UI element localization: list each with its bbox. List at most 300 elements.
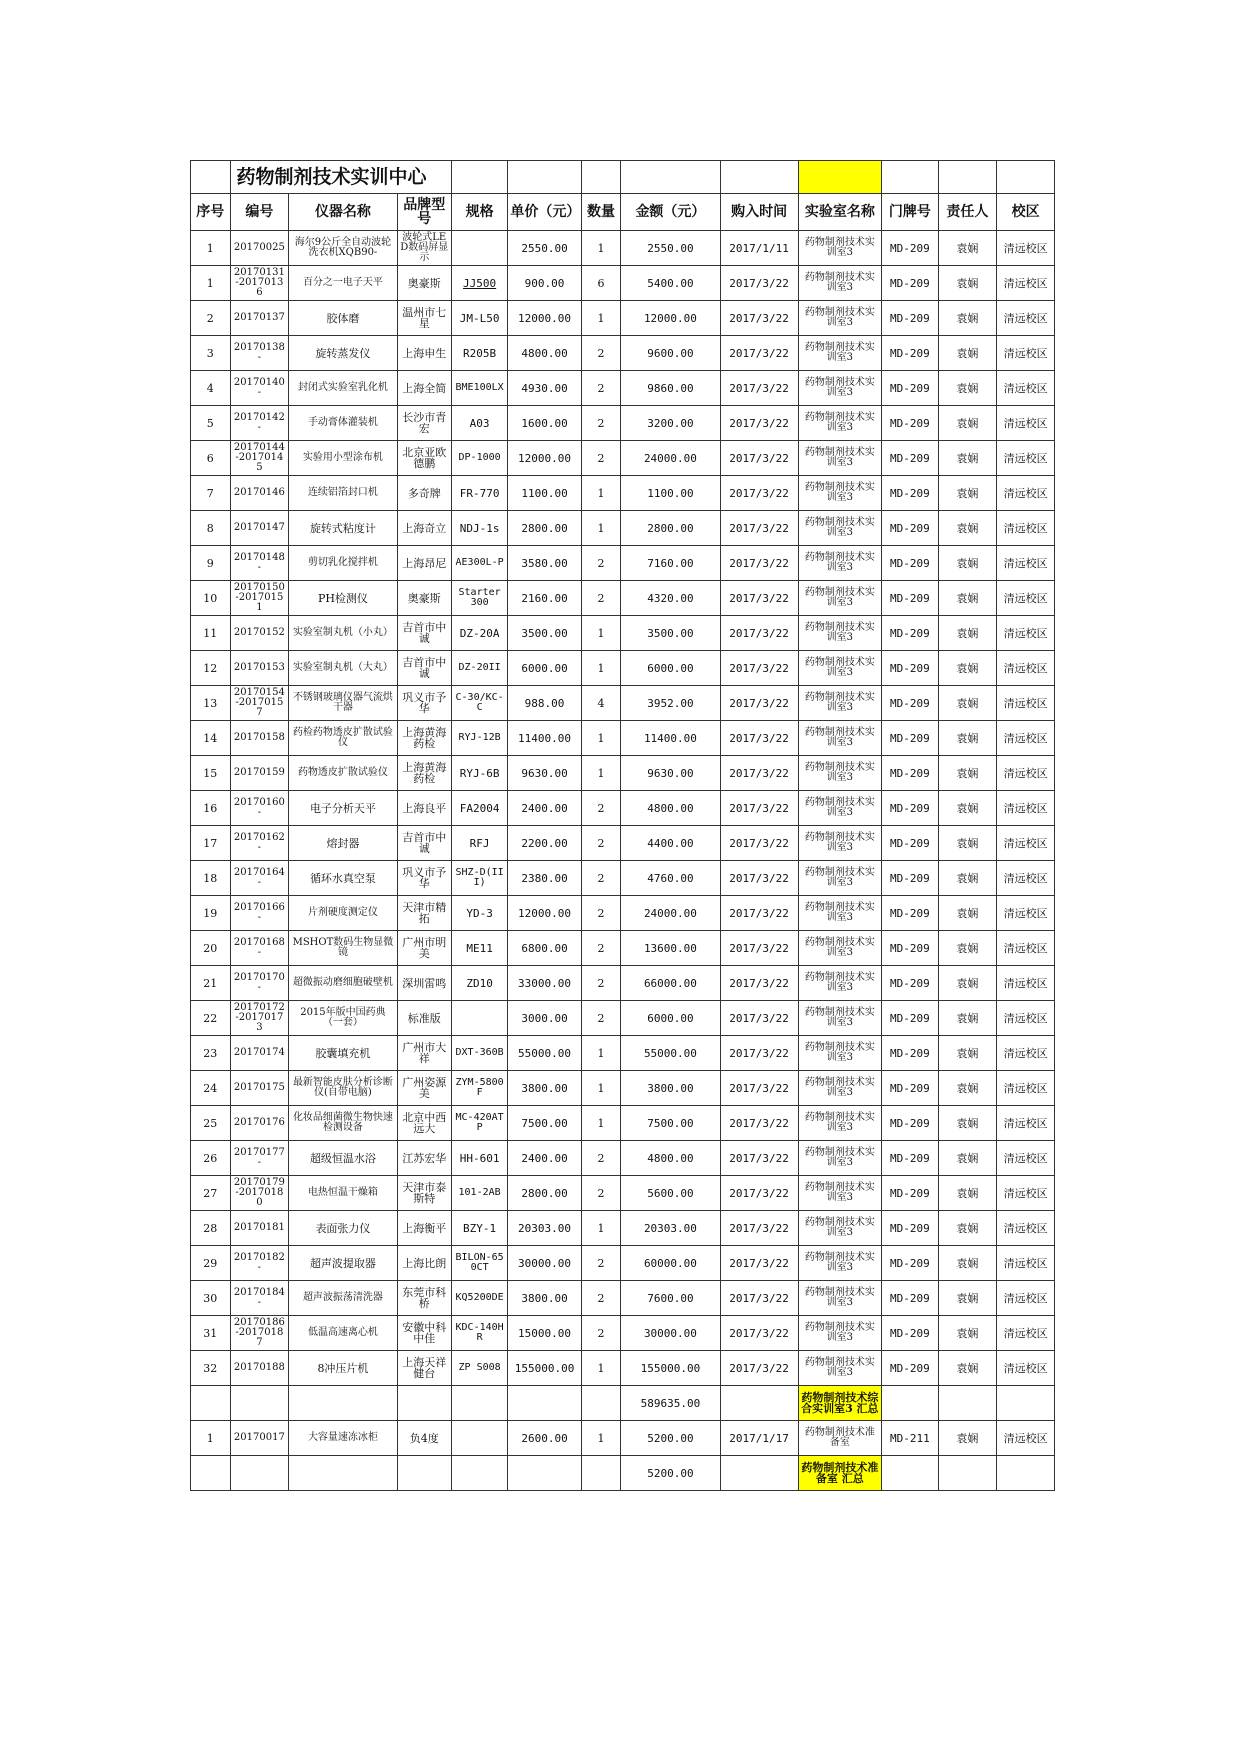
cell-spec: JM-L50 — [451, 301, 507, 336]
cell-brand: 天津市泰斯特 — [397, 1176, 451, 1211]
empty-cell — [882, 1456, 938, 1491]
cell-spec: DP-1000 — [451, 441, 507, 476]
cell-name: 实验室制丸机（大丸） — [289, 651, 397, 686]
header-amount: 金额（元） — [621, 194, 720, 231]
cell-code: 20170184- — [230, 1281, 289, 1316]
cell-owner: 袁娴 — [938, 511, 997, 546]
cell-qty: 1 — [581, 616, 621, 651]
cell-brand: 广州姿源美 — [397, 1071, 451, 1106]
cell-unit-price: 6000.00 — [508, 651, 581, 686]
cell-unit-price: 2600.00 — [508, 1421, 581, 1456]
header-code: 编号 — [230, 194, 289, 231]
cell-date: 2017/3/22 — [720, 1176, 798, 1211]
cell-spec: BILON-650CT — [451, 1246, 507, 1281]
cell-campus: 清远校区 — [997, 1246, 1055, 1281]
cell-date: 2017/3/22 — [720, 1036, 798, 1071]
cell-code: 20170182- — [230, 1246, 289, 1281]
table-row — [191, 476, 1055, 511]
cell-spec: MC-420ATP — [451, 1106, 507, 1141]
cell-lab: 药物制剂技术实训室3 — [798, 1141, 882, 1176]
cell-amount: 9630.00 — [621, 756, 720, 791]
cell-index: 21 — [191, 966, 231, 1001]
empty-cell — [451, 1456, 507, 1491]
cell-index: 22 — [191, 1001, 231, 1036]
table-row — [191, 546, 1055, 581]
cell-spec: FR-770 — [451, 476, 507, 511]
cell-owner: 袁娴 — [938, 756, 997, 791]
table-row — [191, 1071, 1055, 1106]
cell-owner: 袁娴 — [938, 546, 997, 581]
table-row — [191, 1176, 1055, 1211]
cell-name: 药检药物透皮扩散试验仪 — [289, 721, 397, 756]
cell-date: 2017/3/22 — [720, 266, 798, 301]
cell-owner: 袁娴 — [938, 791, 997, 826]
cell-qty: 1 — [581, 721, 621, 756]
cell-code: 20170174 — [230, 1036, 289, 1071]
cell-owner: 袁娴 — [938, 441, 997, 476]
cell-index: 7 — [191, 476, 231, 511]
cell-name: 熔封器 — [289, 826, 397, 861]
cell-spec — [451, 231, 507, 266]
cell-room: MD-209 — [882, 476, 938, 511]
cell-campus: 清远校区 — [997, 1316, 1055, 1351]
header-room: 门牌号 — [882, 194, 938, 231]
subtotal-row — [191, 1386, 1055, 1421]
cell-campus: 清远校区 — [997, 1071, 1055, 1106]
cell-room: MD-209 — [882, 1141, 938, 1176]
cell-unit-price: 2800.00 — [508, 511, 581, 546]
cell-brand: 广州市大祥 — [397, 1036, 451, 1071]
cell-spec: KQ5200DE — [451, 1281, 507, 1316]
cell-code: 20170147 — [230, 511, 289, 546]
table-row — [191, 651, 1055, 686]
cell-qty: 2 — [581, 1001, 621, 1036]
cell-unit-price: 2550.00 — [508, 231, 581, 266]
cell-campus: 清远校区 — [997, 1421, 1055, 1456]
cell-campus: 清远校区 — [997, 1036, 1055, 1071]
cell-lab: 药物制剂技术实训室3 — [798, 1211, 882, 1246]
cell-lab: 药物制剂技术实训室3 — [798, 1001, 882, 1036]
cell-code: 20170025 — [230, 231, 289, 266]
subtotal-amount: 5200.00 — [621, 1456, 720, 1491]
cell-owner: 袁娴 — [938, 1246, 997, 1281]
cell-amount: 5400.00 — [621, 266, 720, 301]
cell-code: 20170148- — [230, 546, 289, 581]
cell-code: 20170177- — [230, 1141, 289, 1176]
cell-lab: 药物制剂技术实训室3 — [798, 651, 882, 686]
cell-code: 20170172-20170173 — [230, 1001, 289, 1036]
cell-brand: 东莞市科桥 — [397, 1281, 451, 1316]
cell-index: 23 — [191, 1036, 231, 1071]
cell-index: 1 — [191, 231, 231, 266]
cell-owner: 袁娴 — [938, 1106, 997, 1141]
cell-qty: 2 — [581, 931, 621, 966]
cell-unit-price: 2800.00 — [508, 1176, 581, 1211]
cell-lab: 药物制剂技术实训室3 — [798, 476, 882, 511]
cell-campus: 清远校区 — [997, 511, 1055, 546]
cell-spec: SHZ-D(III) — [451, 861, 507, 896]
header-spec: 规格 — [451, 194, 507, 231]
cell-lab: 药物制剂技术实训室3 — [798, 406, 882, 441]
cell-campus: 清远校区 — [997, 371, 1055, 406]
cell-index: 25 — [191, 1106, 231, 1141]
cell-name: 药物透皮扩散试验仪 — [289, 756, 397, 791]
cell-name: 8冲压片机 — [289, 1351, 397, 1386]
cell-qty: 2 — [581, 966, 621, 1001]
cell-owner: 袁娴 — [938, 336, 997, 371]
cell-date: 2017/3/22 — [720, 1071, 798, 1106]
cell-qty: 2 — [581, 546, 621, 581]
table-row — [191, 1281, 1055, 1316]
cell-qty: 2 — [581, 441, 621, 476]
cell-owner: 袁娴 — [938, 266, 997, 301]
cell-date: 2017/3/22 — [720, 1246, 798, 1281]
cell-unit-price: 20303.00 — [508, 1211, 581, 1246]
cell-name: 超微振动磨细胞破壁机 — [289, 966, 397, 1001]
cell-campus: 清远校区 — [997, 721, 1055, 756]
cell-room: MD-209 — [882, 1211, 938, 1246]
cell-code: 20170164- — [230, 861, 289, 896]
cell-brand: 上海比朗 — [397, 1246, 451, 1281]
header-campus: 校区 — [997, 194, 1055, 231]
cell-lab: 药物制剂技术实训室3 — [798, 336, 882, 371]
cell-owner: 袁娴 — [938, 686, 997, 721]
table-row — [191, 1141, 1055, 1176]
cell-qty: 2 — [581, 1246, 621, 1281]
cell-owner: 袁娴 — [938, 1071, 997, 1106]
cell-spec: RFJ — [451, 826, 507, 861]
cell-date: 2017/3/22 — [720, 966, 798, 1001]
table-row — [191, 1036, 1055, 1071]
empty-cell — [581, 1386, 621, 1421]
cell-amount: 155000.00 — [621, 1351, 720, 1386]
cell-code: 20170186-20170187 — [230, 1316, 289, 1351]
cell-date: 2017/3/22 — [720, 1316, 798, 1351]
cell-lab: 药物制剂技术实训室3 — [798, 791, 882, 826]
table-row — [191, 301, 1055, 336]
header-brand: 品牌型号 — [397, 194, 451, 231]
cell-lab: 药物制剂技术实训室3 — [798, 301, 882, 336]
cell-name: MSHOT数码生物显微镜 — [289, 931, 397, 966]
cell-index: 26 — [191, 1141, 231, 1176]
equipment-table — [190, 160, 1055, 1491]
cell-amount: 13600.00 — [621, 931, 720, 966]
cell-owner: 袁娴 — [938, 1141, 997, 1176]
cell-spec: Starter 300 — [451, 581, 507, 616]
cell-room: MD-209 — [882, 1106, 938, 1141]
cell-spec: BZY-1 — [451, 1211, 507, 1246]
header-unit-price: 单价（元） — [508, 194, 581, 231]
cell-campus: 清远校区 — [997, 301, 1055, 336]
cell-unit-price: 33000.00 — [508, 966, 581, 1001]
cell-owner: 袁娴 — [938, 896, 997, 931]
cell-name: 连续铝箔封口机 — [289, 476, 397, 511]
subtotal-amount: 589635.00 — [621, 1386, 720, 1421]
cell-spec: AE300L-P — [451, 546, 507, 581]
cell-index: 18 — [191, 861, 231, 896]
cell-amount: 20303.00 — [621, 1211, 720, 1246]
cell-room: MD-209 — [882, 581, 938, 616]
cell-index: 6 — [191, 441, 231, 476]
cell-spec — [451, 1001, 507, 1036]
table-row — [191, 896, 1055, 931]
cell-owner: 袁娴 — [938, 1281, 997, 1316]
empty-cell — [397, 1386, 451, 1421]
cell-amount: 24000.00 — [621, 896, 720, 931]
cell-name: 最新智能皮肤分析诊断仪(自带电脑) — [289, 1071, 397, 1106]
cell-spec: DZ-20A — [451, 616, 507, 651]
cell-lab: 药物制剂技术实训室3 — [798, 686, 882, 721]
cell-unit-price: 9630.00 — [508, 756, 581, 791]
cell-lab: 药物制剂技术实训室3 — [798, 581, 882, 616]
subtotal-label: 药物制剂技术准备室 汇总 — [798, 1456, 882, 1491]
cell-code: 20170150-20170151 — [230, 581, 289, 616]
cell-index: 30 — [191, 1281, 231, 1316]
cell-amount: 3200.00 — [621, 406, 720, 441]
cell-lab: 药物制剂技术实训室3 — [798, 1246, 882, 1281]
cell-room: MD-209 — [882, 721, 938, 756]
cell-campus: 清远校区 — [997, 1001, 1055, 1036]
cell-unit-price: 3800.00 — [508, 1281, 581, 1316]
cell-index: 4 — [191, 371, 231, 406]
cell-spec: BME100LX — [451, 371, 507, 406]
cell-brand: 巩义市予华 — [397, 686, 451, 721]
cell-unit-price: 7500.00 — [508, 1106, 581, 1141]
cell-owner: 袁娴 — [938, 581, 997, 616]
cell-lab: 药物制剂技术实训室3 — [798, 1071, 882, 1106]
cell-room: MD-209 — [882, 931, 938, 966]
cell-campus: 清远校区 — [997, 1211, 1055, 1246]
cell-unit-price: 4800.00 — [508, 336, 581, 371]
cell-amount: 66000.00 — [621, 966, 720, 1001]
cell-amount: 2550.00 — [621, 231, 720, 266]
cell-room: MD-209 — [882, 896, 938, 931]
cell-unit-price: 4930.00 — [508, 371, 581, 406]
cell-qty: 2 — [581, 1141, 621, 1176]
cell-qty: 2 — [581, 1316, 621, 1351]
cell-index: 20 — [191, 931, 231, 966]
cell-date: 2017/3/22 — [720, 1141, 798, 1176]
cell-date: 2017/3/22 — [720, 546, 798, 581]
cell-date: 2017/3/22 — [720, 826, 798, 861]
cell-campus: 清远校区 — [997, 1351, 1055, 1386]
cell-campus: 清远校区 — [997, 1106, 1055, 1141]
cell-qty: 1 — [581, 476, 621, 511]
header-owner: 责任人 — [938, 194, 997, 231]
cell-room: MD-209 — [882, 1176, 938, 1211]
cell-lab: 药物制剂技术实训室3 — [798, 896, 882, 931]
cell-date: 2017/3/22 — [720, 371, 798, 406]
cell-brand: 上海良平 — [397, 791, 451, 826]
cell-brand: 上海昂尼 — [397, 546, 451, 581]
cell-spec: C-30/KC-C — [451, 686, 507, 721]
header-index: 序号 — [191, 194, 231, 231]
cell-room: MD-211 — [882, 1421, 938, 1456]
cell-brand: 上海黄海药检 — [397, 721, 451, 756]
cell-room: MD-209 — [882, 1036, 938, 1071]
cell-index: 12 — [191, 651, 231, 686]
cell-owner: 袁娴 — [938, 1001, 997, 1036]
cell-amount: 7500.00 — [621, 1106, 720, 1141]
cell-index: 31 — [191, 1316, 231, 1351]
table-row — [191, 826, 1055, 861]
cell-unit-price: 12000.00 — [508, 441, 581, 476]
cell-room: MD-209 — [882, 371, 938, 406]
cell-date: 2017/3/22 — [720, 861, 798, 896]
cell-code: 20170131-20170136 — [230, 266, 289, 301]
cell-index: 9 — [191, 546, 231, 581]
empty-cell — [230, 1456, 289, 1491]
cell-index: 2 — [191, 301, 231, 336]
cell-campus: 清远校区 — [997, 476, 1055, 511]
cell-owner: 袁娴 — [938, 231, 997, 266]
cell-date: 2017/3/22 — [720, 721, 798, 756]
empty-cell — [289, 1456, 397, 1491]
cell-date: 2017/1/17 — [720, 1421, 798, 1456]
cell-index: 28 — [191, 1211, 231, 1246]
table-row — [191, 1001, 1055, 1036]
cell-unit-price: 3800.00 — [508, 1071, 581, 1106]
header-row — [191, 194, 1055, 231]
cell-owner: 袁娴 — [938, 1036, 997, 1071]
cell-code: 20170017 — [230, 1421, 289, 1456]
cell-name: 不锈钢玻璃仪器气流烘干器 — [289, 686, 397, 721]
cell-unit-price: 1600.00 — [508, 406, 581, 441]
cell-room: MD-209 — [882, 511, 938, 546]
cell-room: MD-209 — [882, 616, 938, 651]
cell-date: 2017/3/22 — [720, 756, 798, 791]
cell-date: 2017/3/22 — [720, 1001, 798, 1036]
cell-name: 手动膏体灌装机 — [289, 406, 397, 441]
cell-room: MD-209 — [882, 266, 938, 301]
cell-qty: 4 — [581, 686, 621, 721]
cell-amount: 5600.00 — [621, 1176, 720, 1211]
cell-owner: 袁娴 — [938, 1421, 997, 1456]
cell-index: 29 — [191, 1246, 231, 1281]
cell-brand: 标准版 — [397, 1001, 451, 1036]
cell-unit-price: 30000.00 — [508, 1246, 581, 1281]
cell-date: 2017/3/22 — [720, 896, 798, 931]
cell-room: MD-209 — [882, 756, 938, 791]
cell-unit-price: 55000.00 — [508, 1036, 581, 1071]
cell-lab: 药物制剂技术实训室3 — [798, 721, 882, 756]
cell-unit-price: 988.00 — [508, 686, 581, 721]
table-row — [191, 336, 1055, 371]
empty-cell — [508, 1456, 581, 1491]
table-row — [191, 511, 1055, 546]
cell-campus: 清远校区 — [997, 336, 1055, 371]
cell-brand: 安徽中科中佳 — [397, 1316, 451, 1351]
cell-qty: 1 — [581, 1106, 621, 1141]
empty-cell — [230, 1386, 289, 1421]
cell-date: 2017/3/22 — [720, 511, 798, 546]
cell-owner: 袁娴 — [938, 861, 997, 896]
cell-brand: 吉首市中诚 — [397, 826, 451, 861]
cell-room: MD-209 — [882, 1001, 938, 1036]
cell-amount: 6000.00 — [621, 1001, 720, 1036]
cell-code: 20170176 — [230, 1106, 289, 1141]
cell-index: 1 — [191, 266, 231, 301]
cell-brand: 上海申生 — [397, 336, 451, 371]
cell-amount: 4800.00 — [621, 1141, 720, 1176]
cell-lab: 药物制剂技术实训室3 — [798, 231, 882, 266]
cell-code: 20170152 — [230, 616, 289, 651]
empty-cell — [397, 1456, 451, 1491]
cell-lab: 药物制剂技术实训室3 — [798, 1351, 882, 1386]
table-row — [191, 1421, 1055, 1456]
cell-lab: 药物制剂技术实训室3 — [798, 546, 882, 581]
cell-qty: 2 — [581, 861, 621, 896]
cell-campus: 清远校区 — [997, 686, 1055, 721]
cell-name: 实验用小型涂布机 — [289, 441, 397, 476]
cell-code: 20170168- — [230, 931, 289, 966]
cell-owner: 袁娴 — [938, 1316, 997, 1351]
cell-qty: 2 — [581, 336, 621, 371]
cell-name: 循环水真空泵 — [289, 861, 397, 896]
cell-owner: 袁娴 — [938, 616, 997, 651]
cell-unit-price: 2400.00 — [508, 791, 581, 826]
cell-amount: 4320.00 — [621, 581, 720, 616]
cell-index: 10 — [191, 581, 231, 616]
cell-date: 2017/3/22 — [720, 616, 798, 651]
cell-code: 20170166- — [230, 896, 289, 931]
subtotal-label: 药物制剂技术综合实训室3 汇总 — [798, 1386, 882, 1421]
cell-name: 电热恒温干燥箱 — [289, 1176, 397, 1211]
cell-amount: 11400.00 — [621, 721, 720, 756]
sheet-title: 药物制剂技术实训中心 — [230, 161, 451, 194]
cell-room: MD-209 — [882, 966, 938, 1001]
cell-brand: 北京亚欧德鹏 — [397, 441, 451, 476]
cell-brand: 北京中西远大 — [397, 1106, 451, 1141]
empty-cell — [191, 1456, 231, 1491]
cell-campus: 清远校区 — [997, 1281, 1055, 1316]
cell-campus: 清远校区 — [997, 1141, 1055, 1176]
cell-code: 20170137 — [230, 301, 289, 336]
cell-qty: 2 — [581, 581, 621, 616]
cell-name: 旋转蒸发仪 — [289, 336, 397, 371]
cell-campus: 清远校区 — [997, 616, 1055, 651]
cell-brand: 奥豪斯 — [397, 581, 451, 616]
cell-qty: 1 — [581, 511, 621, 546]
cell-lab: 药物制剂技术实训室3 — [798, 371, 882, 406]
cell-amount: 55000.00 — [621, 1036, 720, 1071]
title-highlight-cell — [798, 161, 882, 194]
cell-date: 2017/3/22 — [720, 1281, 798, 1316]
cell-date: 2017/3/22 — [720, 1211, 798, 1246]
cell-spec: 101-2AB — [451, 1176, 507, 1211]
cell-qty: 6 — [581, 266, 621, 301]
cell-room: MD-209 — [882, 1246, 938, 1281]
cell-brand: 吉首市中诚 — [397, 651, 451, 686]
cell-unit-price: 2200.00 — [508, 826, 581, 861]
cell-code: 20170160- — [230, 791, 289, 826]
cell-brand: 吉首市中诚 — [397, 616, 451, 651]
cell-name: 化妆品细菌微生物快速检测设备 — [289, 1106, 397, 1141]
cell-qty: 1 — [581, 651, 621, 686]
cell-lab: 药物制剂技术实训室3 — [798, 616, 882, 651]
cell-spec — [451, 1421, 507, 1456]
cell-qty: 1 — [581, 756, 621, 791]
cell-campus: 清远校区 — [997, 266, 1055, 301]
cell-code: 20170188 — [230, 1351, 289, 1386]
cell-amount: 1100.00 — [621, 476, 720, 511]
cell-date: 2017/3/22 — [720, 476, 798, 511]
cell-name: 海尔9公斤全自动波轮洗衣机XQB90- — [289, 231, 397, 266]
empty-cell — [451, 1386, 507, 1421]
cell-spec: YD-3 — [451, 896, 507, 931]
cell-amount: 60000.00 — [621, 1246, 720, 1281]
cell-code: 20170162- — [230, 826, 289, 861]
